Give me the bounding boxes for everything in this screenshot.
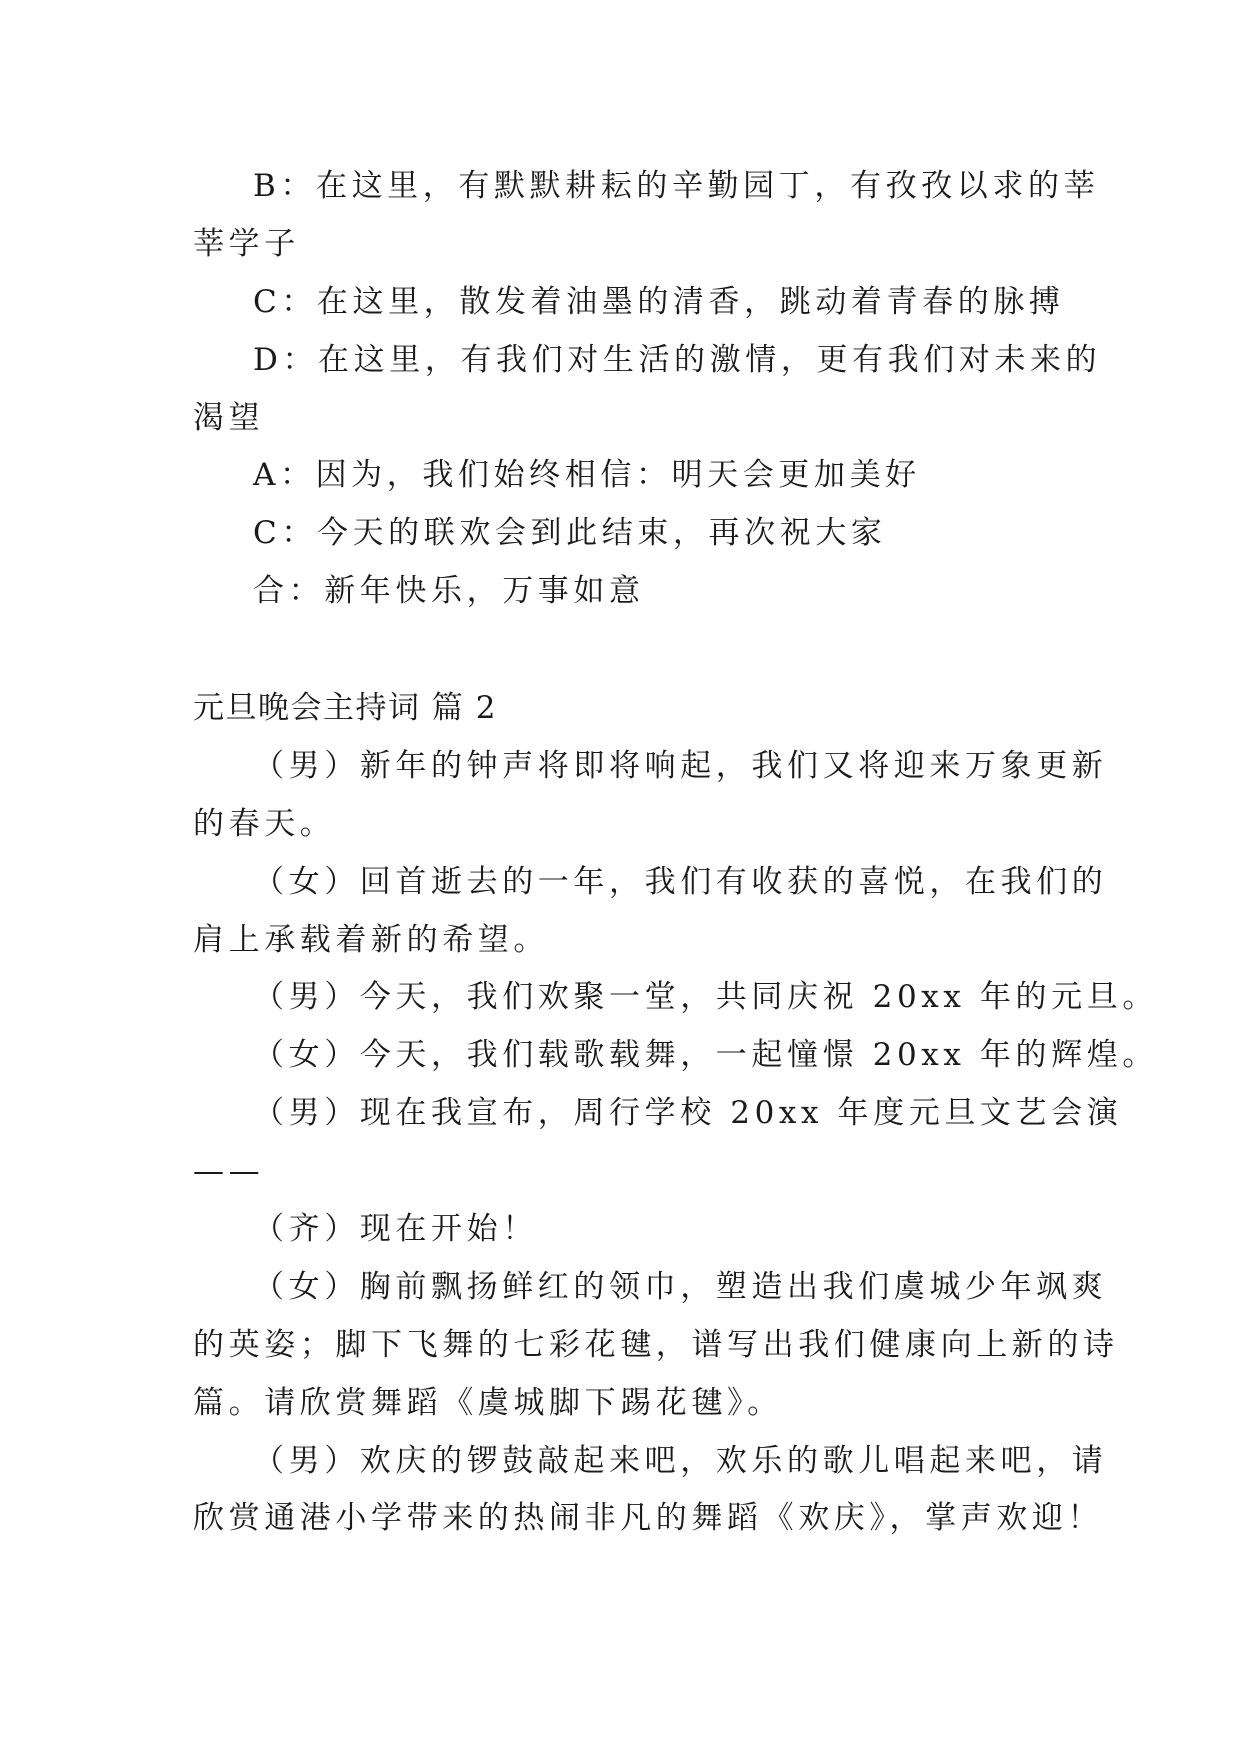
paragraph-line: 莘学子 (193, 226, 300, 262)
paragraph-line: （齐）现在开始！ (253, 1211, 538, 1247)
paragraph-line: （女）今天，我们载歌载舞，一起憧憬 20xx 年的辉煌。 (253, 1037, 1158, 1073)
paragraph-line: 的春天。 (193, 806, 336, 842)
paragraph-line: （女）胸前飘扬鲜红的领巾，塑造出我们虞城少年飒爽 (253, 1269, 1108, 1305)
paragraph-line: 篇。请欣赏舞蹈《虞城脚下踢花毽》。 (193, 1385, 783, 1421)
paragraph-line: A：因为，我们始终相信：明天会更加美好 (253, 457, 921, 493)
paragraph-line: 肩上承载着新的希望。 (193, 922, 549, 958)
paragraph-line: C：在这里，散发着油墨的清香，跳动着青春的脉搏 (253, 284, 1065, 320)
paragraph-line: （男）现在我宣布，周行学校 20xx 年度元旦文艺会演 (253, 1095, 1123, 1131)
paragraph-line: （男）新年的钟声将即将响起，我们又将迎来万象更新 (253, 748, 1108, 784)
paragraph-line: 合：新年快乐，万事如意 (253, 573, 645, 609)
paragraph-line: B：在这里，有默默耕耘的辛勤园丁，有孜孜以求的莘 (253, 168, 1100, 204)
paragraph-line: 渴望 (193, 400, 265, 436)
paragraph-line: D：在这里，有我们对生活的激情，更有我们对未来的 (253, 342, 1102, 378)
paragraph-line: （女）回首逝去的一年，我们有收获的喜悦，在我们的 (253, 864, 1108, 900)
paragraph-line: （男）欢庆的锣鼓敲起来吧，欢乐的歌儿唱起来吧，请 (253, 1443, 1108, 1479)
paragraph-line: 欣赏通港小学带来的热闹非凡的舞蹈《欢庆》，掌声欢迎！ (193, 1500, 1104, 1536)
section-heading: 元旦晚会主持词 篇 2 (193, 690, 497, 726)
paragraph-line: —— (193, 1153, 265, 1189)
paragraph-line: （男）今天，我们欢聚一堂，共同庆祝 20xx 年的元旦。 (253, 979, 1158, 1015)
paragraph-line: 的英姿；脚下飞舞的七彩花毽，谱写出我们健康向上新的诗 (193, 1327, 1119, 1363)
paragraph-line: C：今天的联欢会到此结束，再次祝大家 (253, 515, 887, 551)
